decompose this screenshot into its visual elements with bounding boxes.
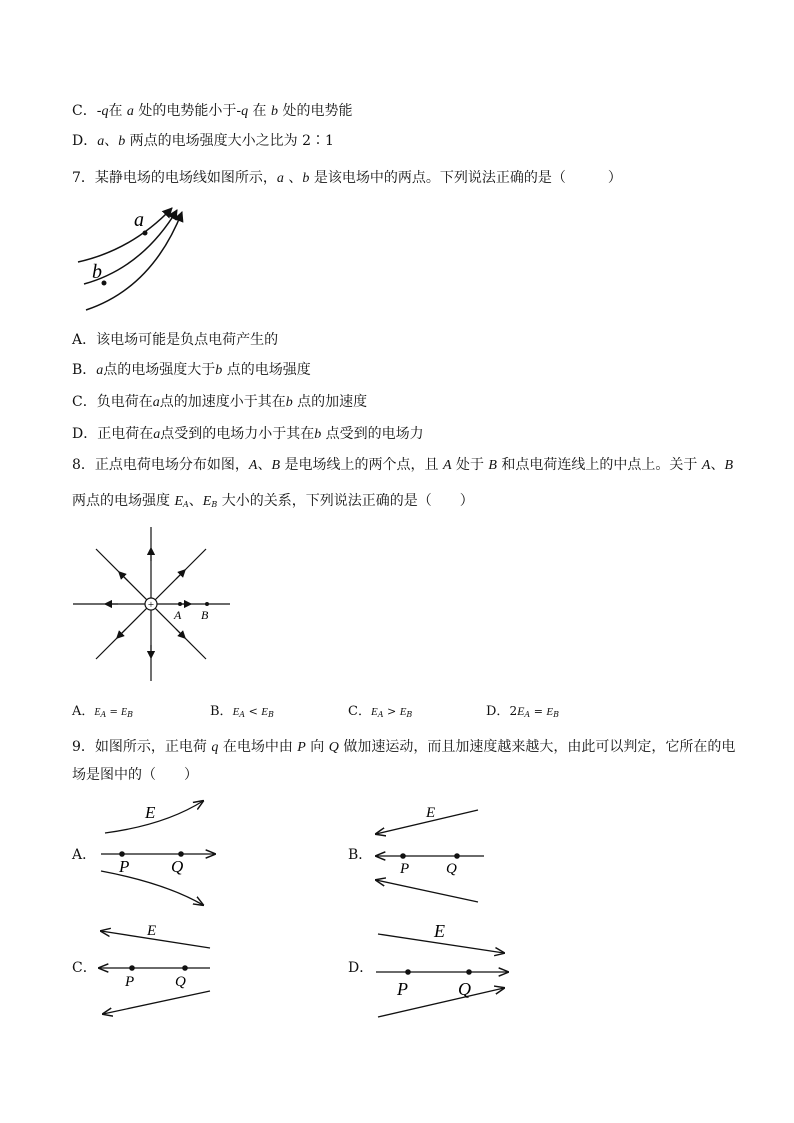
q9-d-point-p	[405, 969, 411, 975]
q6-option-c: C．-q在 a 处的电势能小于-q 在 b 处的电势能	[72, 103, 353, 119]
q7-point-b	[102, 281, 107, 286]
q9-b-field-line-bottom	[376, 880, 478, 902]
q8-option-a: A．$E_A = E_B$	[72, 704, 134, 719]
q7-field-lines-figure	[72, 200, 202, 320]
q9-c-label-q: Q	[175, 974, 186, 990]
q8-arrow-downleft	[119, 629, 126, 636]
q8-arrow-upleft	[121, 574, 128, 581]
q9-d-label-q: Q	[458, 979, 471, 999]
q9-fig-c-label: C．	[72, 960, 97, 976]
q7-label-a: a	[134, 209, 144, 231]
q9-c-field-line-bottom	[103, 991, 210, 1014]
q9-figure-b	[370, 800, 490, 910]
q9-fig-b-label: B．	[348, 847, 373, 863]
q9-a-label-q: Q	[171, 857, 184, 876]
q7-option-c: C．负电荷在a点的加速度小于其在b 点的加速度	[72, 394, 368, 410]
q8-point-A	[178, 602, 182, 606]
q9-c-point-q	[182, 965, 188, 971]
q9-c-label-e: E	[147, 923, 157, 939]
q7-option-d: D．正电荷在a点受到的电场力小于其在b 点受到的电场力	[72, 426, 424, 442]
q8-plus-sign: +	[147, 599, 155, 611]
q9-a-label-e: E	[145, 803, 156, 822]
q8-stem-line-1: 8．正点电荷电场分布如图，A、B 是电场线上的两个点，且 A 处于 B 和点电荷连线上的中点上。关于 A、B	[72, 457, 734, 473]
q7-point-a	[143, 231, 148, 236]
q9-stem-line-1: 9．如图所示，正电荷 q 在电场中由 P 向 Q 做加速运动，而且加速度越来越大，由此可以判定，它所在的电	[72, 739, 736, 755]
q7-option-a: A．该电场可能是负点电荷产生的	[72, 332, 279, 348]
q8-point-charge-field-figure	[70, 525, 235, 685]
q9-fig-a-label: A．	[72, 847, 97, 863]
q8-option-c: C．$E_A > E_B$	[348, 704, 413, 719]
q7-label-b: b	[92, 261, 102, 283]
q8-point-B	[205, 602, 209, 606]
q9-c-label-p: P	[125, 974, 135, 990]
q9-c-point-p	[129, 965, 135, 971]
q8-arrow-downright	[176, 629, 183, 636]
q9-figure-d	[370, 912, 515, 1027]
q9-d-label-e: E	[434, 921, 445, 941]
q8-option-b: B．$E_A < E_B$	[210, 704, 274, 719]
q9-figure-a	[95, 795, 225, 910]
q9-b-label-p: P	[400, 861, 410, 877]
q9-a-point-p	[119, 851, 125, 857]
q6-option-d: D．a、b 两点的电场强度大小之比为 2∶1	[72, 133, 334, 149]
q9-b-point-q	[454, 853, 460, 859]
q9-figure-c	[95, 915, 220, 1025]
q9-d-label-p: P	[397, 979, 408, 999]
q8-label-B: B	[201, 608, 209, 622]
q7-option-b: B．a点的电场强度大于b 点的电场强度	[72, 362, 311, 378]
q9-a-field-line-bottom	[101, 871, 203, 905]
q9-fig-d-label: D．	[348, 960, 374, 976]
q9-d-point-q	[466, 969, 472, 975]
q9-a-label-p: P	[119, 857, 130, 876]
q8-stem-line-2: 两点的电场强度 $E_A$、$E_B$ 大小的关系，下列说法正确的是（ ）	[72, 493, 474, 509]
q9-b-label-e: E	[426, 805, 436, 821]
q9-b-label-q: Q	[446, 861, 457, 877]
q7-field-line-1	[78, 208, 172, 262]
q9-a-point-q	[178, 851, 184, 857]
q9-b-point-p	[400, 853, 406, 859]
q8-option-d: D．$2E_A = E_B$	[486, 704, 560, 719]
q7-stem: 7．某静电场的电场线如图所示，a 、b 是该电场中的两点。下列说法正确的是（ ）	[72, 170, 622, 186]
q8-arrow-upright	[176, 572, 183, 579]
q9-stem-line-2: 场是图中的（ ）	[72, 767, 198, 783]
q8-label-A: A	[174, 608, 182, 622]
